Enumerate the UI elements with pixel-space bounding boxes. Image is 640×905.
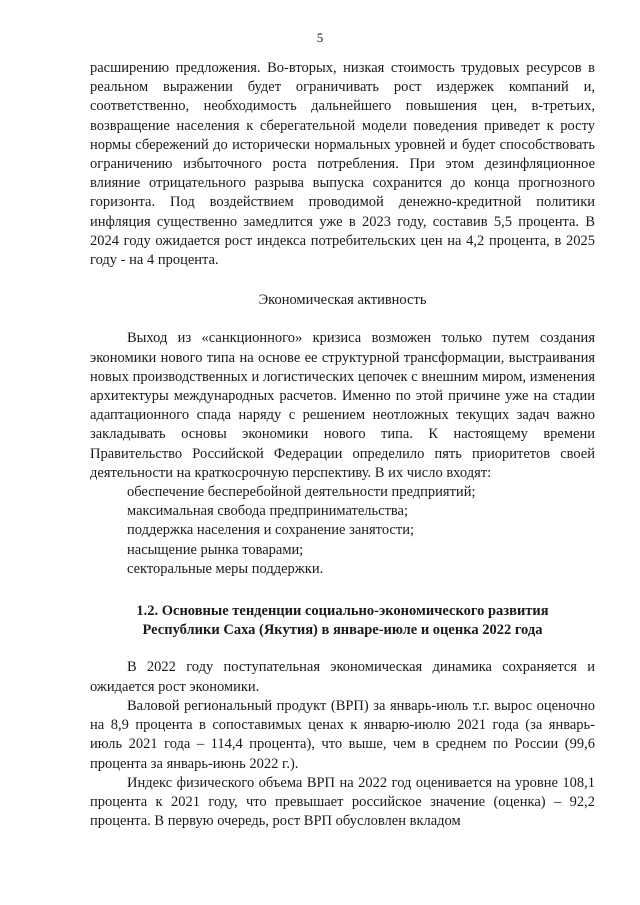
paragraph-sanctions-crisis: Выход из «санкционного» кризиса возможен только путем создания экономики нового типа на основе ее структурной трансформации, выстраивания новых производственных и логистических цепочек с внешним миром, изменения архитектуры международных расчетов. Именно по этой причине уже на стадии адаптационного спада наряду с решением неотложных текущих задач важно закладывать основы экономики нового типа. К настоящему времени Правительство Российской Федерации определило пять приоритетов своей деятельности на краткосрочную перспективу. В их число входят: — [90, 330, 595, 481]
section-title-economic-activity: Экономическая активность — [258, 292, 427, 309]
paragraph-grp-index: Индекс физического объема ВРП на 2022 год оценивается на уровне 108,1 процента к 2021 году, что превышает российское значение (оценка) – 92,2 процента. В первую очередь, рост ВРП обусловлен вкладом — [90, 774, 595, 830]
priorities-list — [90, 483, 595, 579]
subsection-heading-line: 1.2. Основные тенденции социально-экономического развития — [136, 603, 549, 620]
paragraph-inflation-outlook: расширению предложения. Во-вторых, низкая стоимость трудовых ресурсов в реальном выражении будет ограничивать рост издержек компаний и, соответственно, необходимость дальнейшего повышения цен, в-третьих, возвращение населения к сберегательной модели поведения приведет к росту нормы сбережений до исторически нормальных уровней и будет способствовать ограничению избыточного роста потребления. При этом дезинфляционное влияние отрицательного разрыва выпуска сохранится до конца прогнозного горизонта. Под воздействием проводимой денежно-кредитной политики инфляция существенно замедлится уже в 2023 году, составив 5,5 процента. В 2024 году ожидается рост индекса потребительских цен на 4,2 процента, в 2025 году - на 4 процента. — [90, 60, 595, 269]
page-content — [90, 59, 595, 831]
paragraph-economic-dynamics: В 2022 году поступательная экономическая динамика сохраняется и ожидается рост экономики. — [90, 659, 595, 695]
subsection-heading — [90, 602, 595, 640]
list-item: насыщение рынка товарами; — [127, 541, 304, 558]
paragraph-grp-growth: Валовой региональный продукт (ВРП) за январь-июль т.г. вырос оценочно на 8,9 процента в сопоставимых ценах к январю-июлю 2021 года (за январь-июль 2021 года – 114,4 процента), что выше, чем в среднем по России (99,6 процента за январь-июнь 2022 г.). — [90, 697, 595, 772]
subsection-heading-line: Республики Саха (Якутия) в январе-июле и оценка 2022 года — [142, 622, 543, 639]
list-item: секторальные меры поддержки. — [127, 560, 324, 577]
list-item: поддержка населения и сохранение занятости; — [127, 522, 414, 539]
list-item: максимальная свобода предпринимательства; — [127, 503, 409, 520]
page-number: 5 — [316, 30, 324, 45]
list-item: обеспечение бесперебойной деятельности предприятий; — [127, 484, 476, 501]
